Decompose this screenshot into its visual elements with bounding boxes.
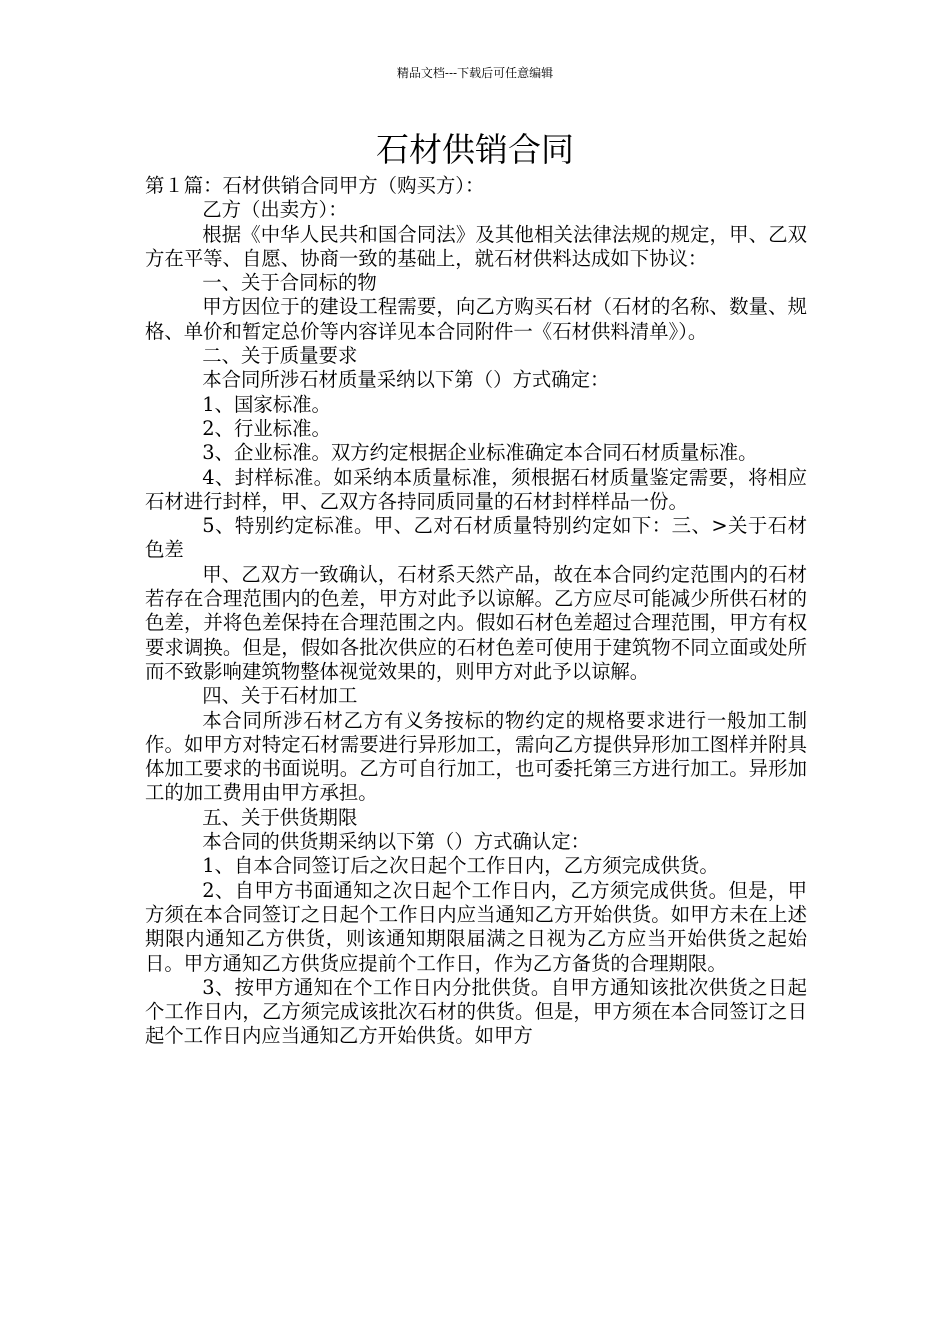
section-2-intro: 本合同所涉石材质量采纳以下第（）方式确定：: [202, 368, 610, 392]
document-body: [145, 174, 807, 1049]
section-3-paragraph: 甲、乙双方一致确认，石材系天然产品，故在本合同约定范围内的石材若存在合理范围内的色差，甲方对此予以谅解。乙方应尽可能减少所供石材的色差，并将色差保持在合理范围之内。假如石材色差超过合理范围，甲方有权要求调换。但是，假如各批次供应的石材色差可使用于建筑物不同立面或处所而不致影响建筑物整体视觉效果的，则甲方对此予以谅解。: [145, 562, 807, 683]
section-heading-5: 五、关于供货期限: [202, 805, 358, 829]
section-5-intro: 本合同的供货期采纳以下第（）方式确认定：: [202, 830, 591, 854]
delivery-item-1: 1、自本合同签订后之次日起个工作日内，乙方须完成供货。: [202, 854, 719, 878]
quality-item-5: 5、特别约定标准。甲、乙对石材质量特别约定如下：三、>关于石材色差: [145, 514, 807, 562]
section-4-paragraph: 本合同所涉石材乙方有义务按标的物约定的规格要求进行一般加工制作。如甲方对特定石材需要进行异形加工，需向乙方提供异形加工图样并附具体加工要求的书面说明。乙方可自行加工，也可委托第三方进行加工。异形加工的加工费用由甲方承担。: [145, 708, 807, 805]
quality-item-1: 1、国家标准。: [202, 392, 331, 416]
section-heading-4: 四、关于石材加工: [202, 684, 358, 708]
section-1-paragraph: 甲方因位于的建设工程需要，向乙方购买石材（石材的名称、数量、规格、单价和暂定总价等内容详见本合同附件一《石材供料清单》）。: [145, 295, 807, 343]
quality-item-4: 4、封样标准。如采纳本质量标准，须根据石材质量鉴定需要，将相应石材进行封样，甲、乙双方各持同质同量的石材封样样品一份。: [145, 465, 807, 513]
quality-item-3: 3、企业标准。双方约定根据企业标准确定本合同石材质量标准。: [202, 441, 758, 465]
page-header: 精品文档---下载后可任意编辑: [396, 66, 554, 80]
document-title: 石材供销合同: [376, 130, 574, 169]
delivery-item-3: 3、按甲方通知在个工作日内分批供货。自甲方通知该批次供货之日起个工作日内，乙方须完成该批次石材的供货。但是，甲方须在本合同签订之日起个工作日内应当通知乙方开始供货。如甲方: [145, 975, 807, 1048]
delivery-item-2: 2、自甲方书面通知之次日起个工作日内，乙方须完成供货。但是，甲方须在本合同签订之日起个工作日内应当通知乙方开始供货。如甲方未在上述期限内通知乙方供货，则该通知期限届满之日视为乙方应当开始供货之起始日。甲方通知乙方供货应提前个工作日，作为乙方备货的合理期限。: [145, 878, 807, 975]
quality-item-2: 2、行业标准。: [202, 416, 331, 440]
preamble-paragraph: 根据《中华人民共和国合同法》及其他相关法律法规的规定，甲、乙双方在平等、自愿、协商一致的基础上，就石材供料达成如下协议：: [145, 222, 807, 270]
section-heading-1: 一、关于合同标的物: [202, 271, 377, 295]
party-b-line: 乙方（出卖方）：: [202, 198, 348, 222]
section-heading-2: 二、关于质量要求: [202, 344, 358, 368]
part-heading: 第１篇：石材供销合同甲方（购买方）：: [145, 174, 485, 197]
